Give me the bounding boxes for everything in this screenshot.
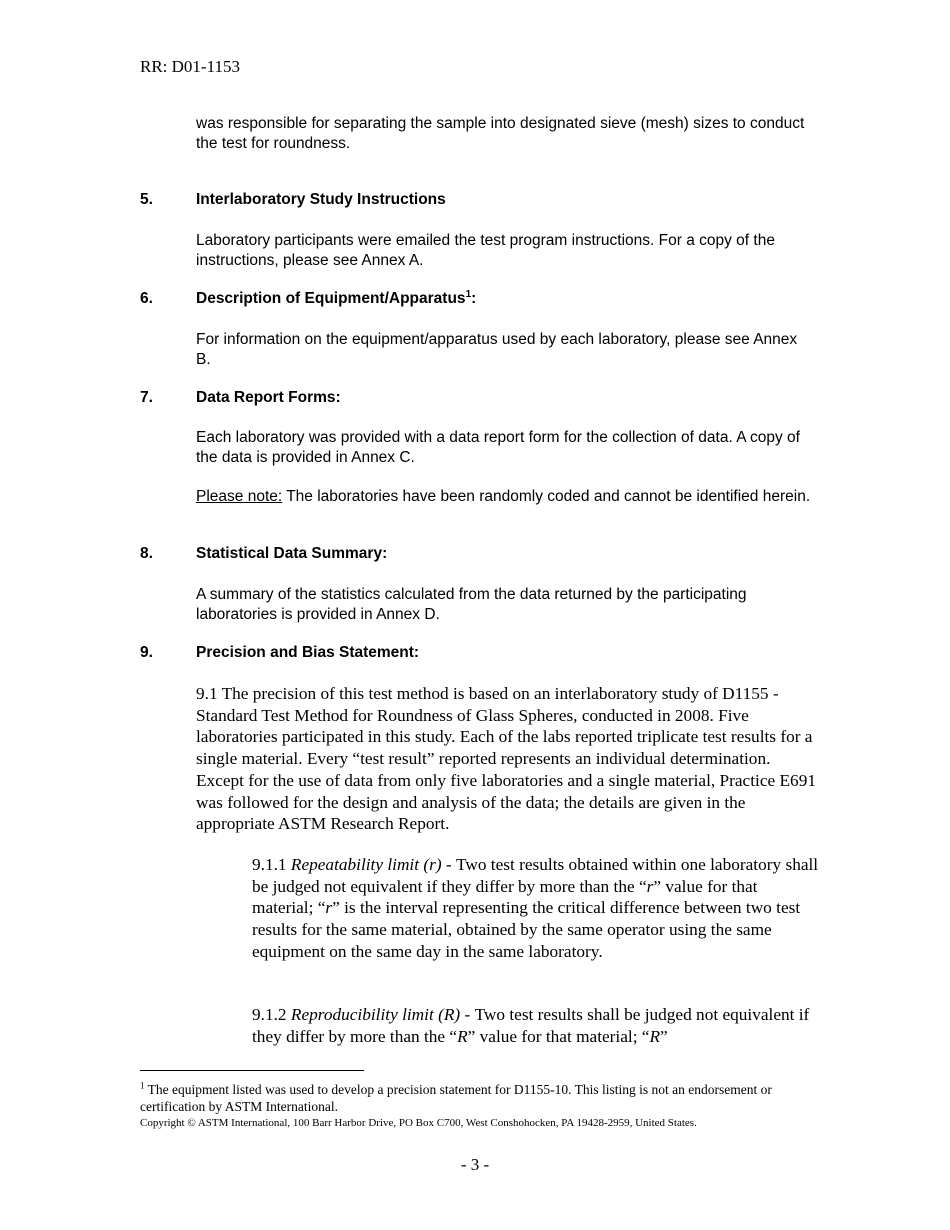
symbol-r: r <box>325 898 333 918</box>
section-number: 7. <box>140 389 153 406</box>
section-7-heading <box>140 389 341 407</box>
section-title: Description of Equipment/Apparatus <box>196 290 466 307</box>
section-7-note <box>196 487 816 507</box>
section-title-suffix: : <box>471 290 477 307</box>
section-5-heading <box>140 191 446 209</box>
text-fragment: Two test results shall be judged not equivalent if they differ by more than the “ <box>252 1005 810 1046</box>
term-dash: - <box>460 1005 475 1024</box>
paragraph-number: 9.1.2 <box>252 1005 291 1024</box>
text-fragment: Two test results obtained within one laboratory shall be judged not equivalent if they differ by more than the “ <box>252 855 819 896</box>
symbol-R: R <box>457 1026 468 1046</box>
copyright-line: Copyright © ASTM International, 100 Barr Harbor Drive, PO Box C700, West Conshohocken, PA 19428-2959, United States. <box>140 1117 697 1129</box>
paragraph-9-1-2 <box>252 1004 822 1047</box>
paragraph-9-1: 9.1 The precision of this test method is based on an interlaboratory study of D1155 - Standard Test Method for Roundness of Glass Spheres, conducted in 2008. Five laboratories participated in this study. Each of the labs reported triplicate test results for a single material. Every “test result” reported represents an individual determination. Except for the use of data from only five laboratories and a single material, Practice E691 was followed for the design and analysis of the data; the details are given in the appropriate ASTM Research Report. <box>196 684 816 834</box>
term-dash: - <box>441 855 456 874</box>
section-7-body: Each laboratory was provided with a data report form for the collection of data. A copy of the data is provided in Annex C. <box>196 429 800 466</box>
symbol-R: R <box>649 1026 661 1046</box>
section-title: Interlaboratory Study Instructions <box>196 191 446 208</box>
footnote-mark: 1 <box>140 1080 145 1091</box>
section-number: 5. <box>140 191 153 208</box>
text-fragment: ” is the interval representing the critical difference between two test results for the same material, obtained by the same operator using the same equipment on the same day in the same laboratory. <box>252 898 801 961</box>
text-fragment: ” <box>660 1026 668 1046</box>
section-number: 6. <box>140 290 153 307</box>
section-8-body: A summary of the statistics calculated from the data returned by the participating laboratories is provided in Annex D. <box>196 586 747 623</box>
section-number: 9. <box>140 644 153 661</box>
footnote-separator <box>140 1070 364 1071</box>
section-5-body: Laboratory participants were emailed the test program instructions. For a copy of the instructions, please see Annex A. <box>196 232 775 269</box>
note-body: The laboratories have been randomly coded and cannot be identified herein. <box>282 488 811 505</box>
symbol-r: r <box>646 876 654 896</box>
term-repeatability-limit: Repeatability limit (r) <box>290 855 442 874</box>
section-title: Precision and Bias Statement: <box>196 644 420 661</box>
section-8-heading <box>140 545 387 563</box>
section-title: Data Report Forms: <box>196 389 341 406</box>
section-number: 8. <box>140 545 153 562</box>
page-number: - 3 - <box>460 1155 490 1174</box>
section-9-heading <box>140 644 419 662</box>
report-id-header: RR: D01-1153 <box>140 57 240 76</box>
intro-paragraph: was responsible for separating the sample into designated sieve (mesh) sizes to conduct the test for roundness. <box>196 115 805 152</box>
section-6-heading <box>140 290 476 308</box>
term-reproducibility-limit: Reproducibility limit (R) <box>290 1005 461 1024</box>
footnote <box>140 1081 820 1115</box>
paragraph-9-1-1 <box>252 854 822 963</box>
text-fragment: ” value for that material; “ <box>467 1026 650 1046</box>
text-fragment: ” value for that material; “ <box>252 876 758 918</box>
footnote-reference: 1 <box>465 288 472 300</box>
section-6-body: For information on the equipment/apparatus used by each laboratory, please see Annex B. <box>196 331 798 368</box>
note-label: Please note: <box>196 488 283 505</box>
section-title: Statistical Data Summary: <box>196 545 388 562</box>
paragraph-number: 9.1.1 <box>252 855 291 874</box>
footnote-text: The equipment listed was used to develop a precision statement for D1155-10. This listing is not an endorsement or certification by ASTM International. <box>140 1082 772 1114</box>
